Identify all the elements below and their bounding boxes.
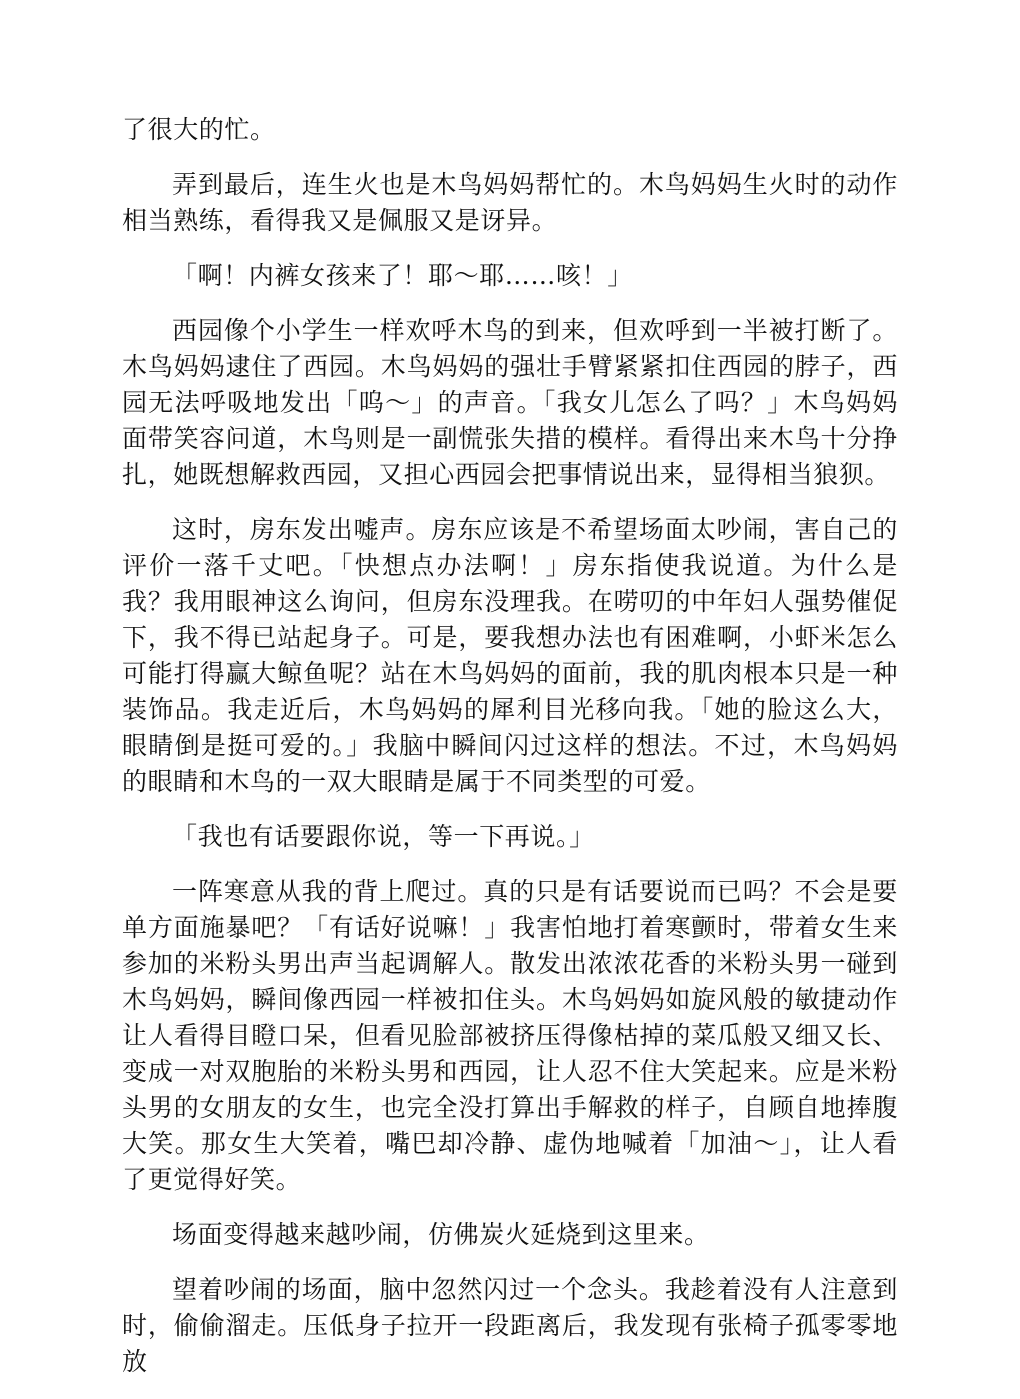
paragraph: 一阵寒意从我的背上爬过。真的只是有话要说而已吗？不会是要单方面施暴吧？「有话好说嘛！」我害怕地打着寒颤时，带着女生来参加的米粉头男出声当起调解人。散发出浓浓花香的米粉头男一碰到木鸟妈妈，瞬间像西园一样被扣住头。木鸟妈妈如旋风般的敏捷动作让人看得目瞪口呆，但看见脸部被挤压得像枯掉的菜瓜般又细又长、变成一对双胞胎的米粉头男和西园，让人忍不住大笑起来。应是米粉头男的女朋友的女生，也完全没打算出手解救的样子，自顾自地捧腹大笑。那女生大笑着，嘴巴却冷静、虚伪地喊着「加油～」，让人看了更觉得好笑。 xyxy=(122,877,898,1194)
paragraph: 望着吵闹的场面，脑中忽然闪过一个念头。我趁着没有人注意到时，偷偷溜走。压低身子拉开一段距离后，我发现有张椅子孤零零地放 xyxy=(122,1275,898,1376)
paragraph: 弄到最后，连生火也是木鸟妈妈帮忙的。木鸟妈妈生火时的动作相当熟练，看得我又是佩服又是讶异。 xyxy=(122,170,898,235)
dialogue-paragraph: 「啊！内裤女孩来了！耶～耶……咳！」 xyxy=(172,261,633,290)
dialogue-paragraph: 「我也有话要跟你说，等一下再说。」 xyxy=(172,822,595,851)
paragraph: 了很大的忙。 xyxy=(122,115,276,144)
paragraph: 这时，房东发出嘘声。房东应该是不希望场面太吵闹，害自己的评价一落千丈吧。「快想点办法啊！」房东指使我说道。为什么是我？我用眼神这么询问，但房东没理我。在唠叨的中年妇人强势催促下，我不得已站起身子。可是，要我想办法也有困难啊，小虾米怎么可能打得赢大鲸鱼呢？站在木鸟妈妈的面前，我的肌肉根本只是一种装饰品。我走近后，木鸟妈妈的犀利目光移向我。「她的脸这么大，眼睛倒是挺可爱的。」我脑中瞬间闪过这样的想法。不过，木鸟妈妈的眼睛和木鸟的一双大眼睛是属于不同类型的可爱。 xyxy=(122,515,898,796)
paragraph: 场面变得越来越吵闹，仿佛炭火延烧到这里来。 xyxy=(172,1220,710,1249)
paragraph: 西园像个小学生一样欢呼木鸟的到来，但欢呼到一半被打断了。木鸟妈妈逮住了西园。木鸟妈妈的强壮手臂紧紧扣住西园的脖子，西园无法呼吸地发出「呜～」的声音。「我女儿怎么了吗？」木鸟妈妈面带笑容问道，木鸟则是一副慌张失措的模样。看得出来木鸟十分挣扎，她既想解救西园，又担心西园会把事情说出来，显得相当狼狈。 xyxy=(122,316,898,489)
body-text xyxy=(122,112,898,1399)
